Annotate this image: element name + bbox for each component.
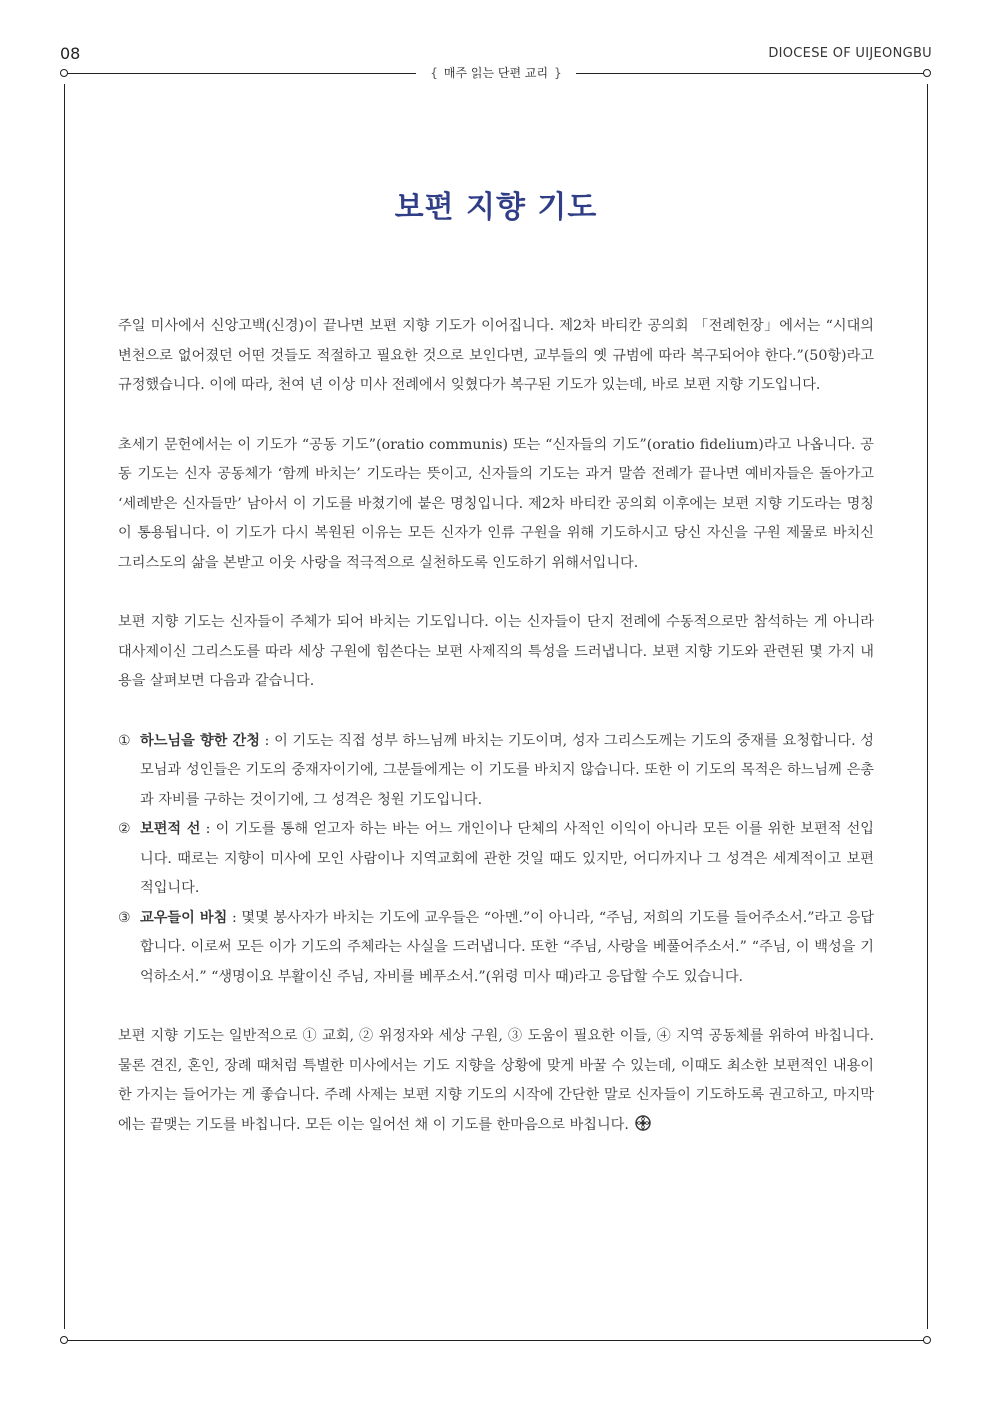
list-item (118, 727, 874, 816)
list-body: : 몇몇 봉사자가 바치는 기도에 교우들은 “아멘.”이 아니라, “주님, 저희의 기도를 들어주소서.”라고 응답합니다. 이로써 모든 이가 기도의 주체라는 사실을 드러냅니다. 또한 “주님, 사랑을 베풀어주소서.” “주님, 이 백성을 기억하소서.” “생명이요 부활이신 주님, 자비를 베푸소서.”(위령 미사 때)라고 응답할 수도 있습니다. (140, 909, 875, 985)
cross-emblem-icon (635, 1113, 651, 1129)
page-number: 08 (60, 44, 81, 63)
list-heading: 보편적 선 (140, 821, 201, 837)
series-label (416, 64, 576, 82)
list-body: : 이 기도는 직접 성부 하느님께 바치는 기도이며, 성자 그리스도께는 기도의 중재를 요청합니다. 성모님과 성인들은 기도의 중재자이기에, 그분들에게는 이 기도를 바치지 않습니다. 또한 이 기도의 목적은 하느님께 은총과 자비를 구하는 것이기에, 그 성격은 청원 기도입니다. (140, 732, 874, 808)
list-number: ① (118, 732, 131, 749)
corner-circle-top-right (923, 69, 931, 77)
paragraph-intro: 주일 미사에서 신앙고백(신경)이 끝나면 보편 지향 기도가 이어집니다. 제2차 바티칸 공의회 「전례헌장」에서는 “시대의 변천으로 없어졌던 어떤 것들도 적절하고 필요한 것으로 보인다면, 교부들의 옛 규범에 따라 복구되어야 한다.”(50항)라고 규정했습니다. 이에 따라, 천여 년 이상 미사 전례에서 잊혔다가 복구된 기도가 있는데, 바로 보편 지향 기도입니다. (118, 318, 874, 393)
article-body (118, 312, 874, 1170)
list-body: : 이 기도를 통해 얻고자 하는 바는 어느 개인이나 단체의 사적인 이익이 아니라 모든 이를 위한 보편적 선입니다. 때로는 지향이 미사에 모인 사람이나 지역교회에 관한 것일 때도 있지만, 어디까지나 그 성격은 세계적이고 보편적입니다. (140, 821, 875, 896)
corner-circle-bottom-left (60, 1336, 68, 1344)
paragraph-subject: 보편 지향 기도는 신자들이 주체가 되어 바치는 기도입니다. 이는 신자들이 단지 전례에 수동적으로만 참석하는 게 아니라 대사제이신 그리스도를 따라 세상 구원에 힘쓴다는 보편 사제직의 특성을 드러냅니다. 보편 지향 기도와 관련된 몇 가지 내용을 살펴보면 다음과 같습니다. (118, 614, 874, 689)
corner-circle-bottom-right (923, 1336, 931, 1344)
bottom-rule (66, 1340, 926, 1341)
diocese-name: DIOCESE OF UIJEONGBU (768, 46, 932, 61)
list-item (118, 904, 874, 993)
closing-text: 보편 지향 기도는 일반적으로 ① 교회, ② 위정자와 세상 구원, ③ 도움이 필요한 이들, ④ 지역 공동체를 위하여 바칩니다. 물론 견진, 혼인, 장례 때처럼 특별한 미사에서는 기도 지향을 상황에 맞게 바꿀 수 있는데, 이때도 최소한 보편적인 내용이 한 가지는 들어가는 게 좋습니다. 주례 사제는 보편 지향 기도의 시작에 간단한 말로 신자들이 기도하도록 권고하고, 마지막에는 끝맺는 기도를 바칩니다. 모든 이는 일어선 채 이 기도를 한마음으로 바칩니다. (118, 1028, 874, 1133)
brace-right: } (554, 66, 562, 80)
series-label-text: 매주 읽는 단편 교리 (443, 66, 549, 80)
paragraph-closing (118, 1022, 874, 1140)
list-number: ③ (118, 909, 131, 926)
right-rule (927, 84, 928, 1329)
feature-list (118, 727, 874, 993)
corner-circle-top-left (60, 69, 68, 77)
page-title: 보편 지향 기도 (394, 190, 598, 225)
left-rule (64, 84, 65, 1329)
list-number: ② (118, 821, 131, 837)
paragraph-history: 초세기 문헌에서는 이 기도가 “공동 기도”(oratio communis) 또는 “신자들의 기도”(oratio fidelium)라고 나옵니다. 공동 기도는 신자 공동체가 ‘함께 바치는’ 기도라는 뜻이고, 신자들의 기도는 과거 말씀 전례가 끝나면 예비자들은 돌아가고 ‘세례받은 신자들만’ 남아서 이 기도를 바쳤기에 붙은 명칭입니다. 제2차 바티칸 공의회 이후에는 보편 지향 기도라는 명칭이 통용됩니다. 이 기도가 다시 복원된 이유는 모든 신자가 인류 구원을 위해 기도하시고 당신 자신을 구원 제물로 바치신 그리스도의 삶을 본받고 이웃 사랑을 적극적으로 실천하도록 인도하기 위해서입니다. (118, 436, 874, 571)
list-item (118, 815, 874, 904)
list-heading: 하느님을 향한 간청 (140, 732, 260, 749)
brace-left: { (430, 66, 438, 80)
list-heading: 교우들이 바침 (140, 909, 228, 926)
